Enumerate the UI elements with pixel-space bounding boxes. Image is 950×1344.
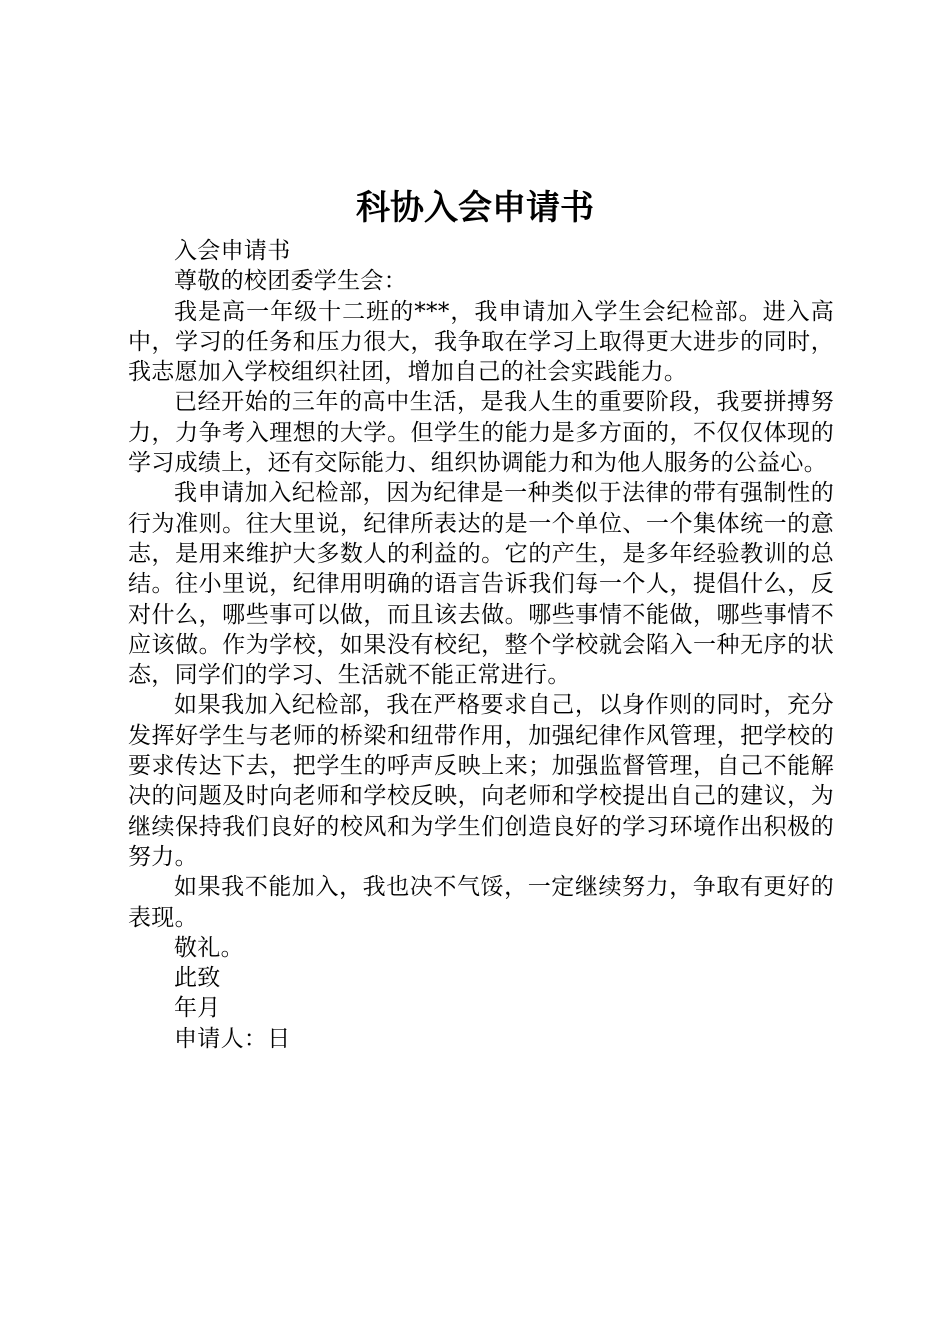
- paragraph-heading: 入会申请书: [174, 238, 291, 264]
- document-title: 科协入会申请书: [356, 188, 594, 228]
- signature-line: 申请人：日: [174, 1025, 291, 1052]
- date-line: 年月: [174, 995, 221, 1022]
- document-body: [128, 236, 834, 1054]
- closing-line: 此致: [174, 965, 221, 992]
- paragraph: 我是高一年级十二班的***，我申请加入学生会纪检部。进入高中，学习的任务和压力很大，我争取在学习上取得更大进步的同时，我志愿加入学校组织社团，增加自己的社会实践能力。: [128, 298, 834, 386]
- paragraph: 我申请加入纪检部，因为纪律是一种类似于法律的带有强制性的行为准则。往大里说，纪律所表达的是一个单位、一个集体统一的意志，是用来维护大多数人的利益的。它的产生，是多年经验教训的总结。往小里说，纪律用明确的语言告诉我们每一个人，提倡什么，反对什么，哪些事可以做，而且该去做。哪些事情不能做，哪些事情不应该做。作为学校，如果没有校纪，整个学校就会陷入一种无序的状态，同学们的学习、生活就不能正常进行。: [128, 480, 834, 689]
- paragraph: 如果我不能加入，我也决不气馁，一定继续努力，争取有更好的表现。: [128, 874, 834, 931]
- paragraph-salutation: 尊敬的校团委学生会：: [174, 268, 407, 295]
- closing-line: 敬礼。: [174, 934, 244, 961]
- paragraph: 如果我加入纪检部，我在严格要求自己，以身作则的同时，充分发挥好学生与老师的桥梁和纽带作用，加强纪律作风管理，把学校的要求传达下去，把学生的呼声反映上来；加强监督管理，自己不能解决的问题及时向老师和学校反映，向老师和学校提出自己的建议，为继续保持我们良好的校风和为学生们创造良好的学习环境作出积极的努力。: [128, 692, 834, 870]
- paragraph: 已经开始的三年的高中生活，是我人生的重要阶段，我要拼搏努力，力争考入理想的大学。但学生的能力是多方面的，不仅仅体现的学习成绩上，还有交际能力、组织协调能力和为他人服务的公益心。: [128, 389, 834, 477]
